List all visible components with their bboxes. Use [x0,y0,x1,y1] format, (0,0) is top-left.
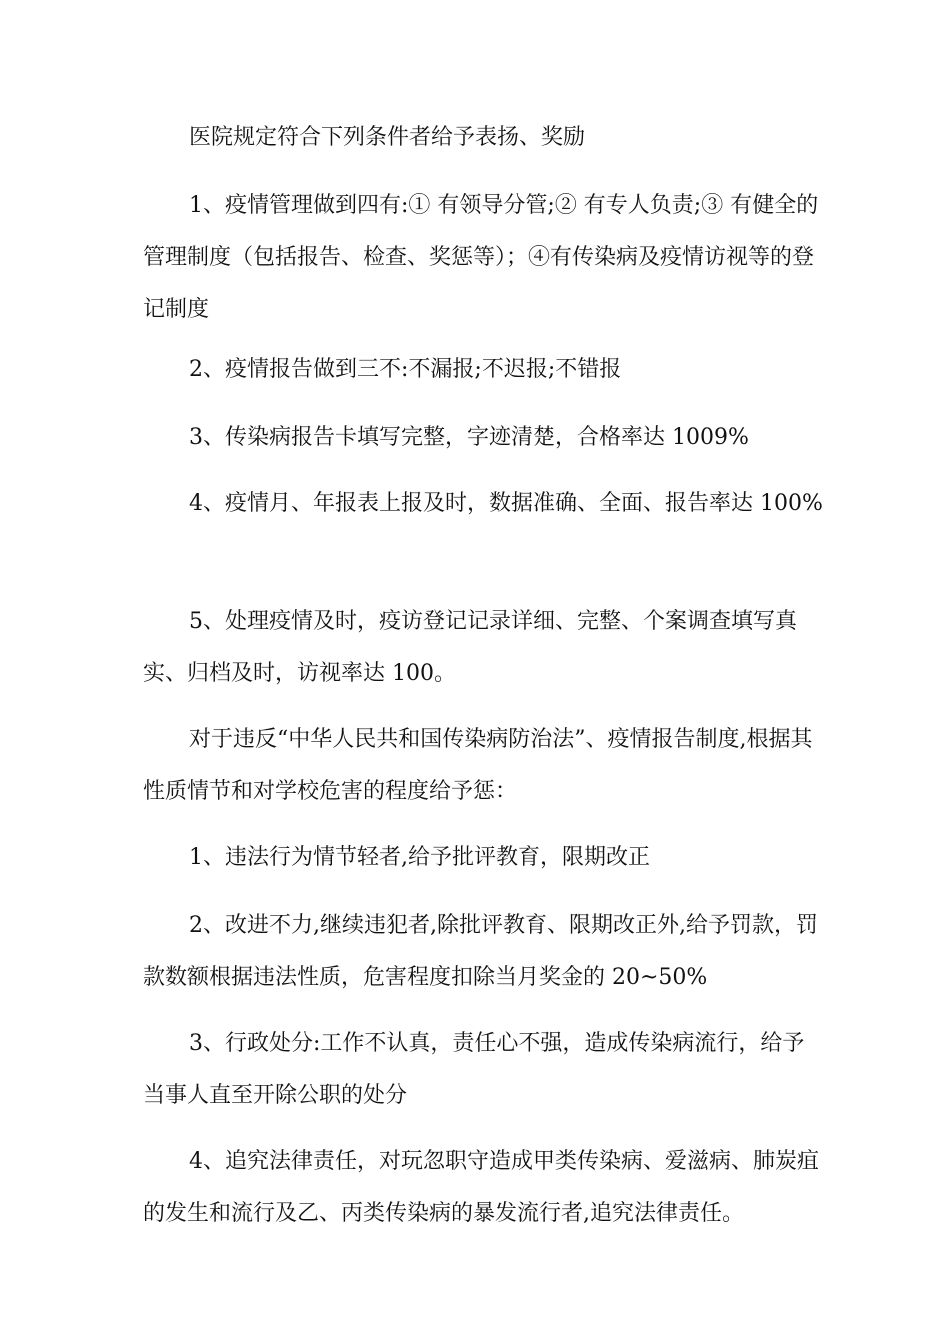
paragraph-item-2: 2、疫情报告做到三不:不漏报;不迟报;不错报 [189,357,622,382]
paragraph-heading-rewards: 医院规定符合下列条件者给予表扬、奖励 [189,125,586,150]
paragraph-penalty-4: 4、追究法律责任，对玩忽职守造成甲类传染病、爱滋病、肺炭疽的发生和流行及乙、丙类传染病的暴发流行者,追究法律责任。 [143,1149,819,1226]
paragraph-item-3: 3、传染病报告卡填写完整，字迹清楚，合格率达 1009% [189,425,749,450]
paragraph-item-4: 4、疫情月、年报表上报及时，数据准确、全面、报告率达 100% [189,491,823,516]
paragraph-heading-penalties: 对于违反“中华人民共和国传染病防治法”、疫情报告制度,根据其性质情节和对学校危害的程度给予惩： [143,727,813,804]
paragraph-penalty-2: 2、改进不力,继续违犯者,除批评教育、限期改正外,给予罚款，罚款数额根据违法性质，危害程度扣除当月奖金的 20~50% [143,913,818,990]
paragraph-penalty-3: 3、行政处分:工作不认真，责任心不强，造成传染病流行，给予当事人直至开除公职的处分 [143,1031,805,1108]
paragraph-item-1: 1、疫情管理做到四有:① 有领导分管;② 有专人负责;③ 有健全的管理制度（包括报告、检查、奖惩等）；④有传染病及疫情访视等的登记制度 [143,193,819,322]
paragraph-penalty-1: 1、违法行为情节轻者,给予批评教育，限期改正 [189,845,650,870]
paragraph-item-5: 5、处理疫情及时，疫访登记记录详细、完整、个案调查填写真实、归档及时，访视率达 100。 [143,609,797,686]
